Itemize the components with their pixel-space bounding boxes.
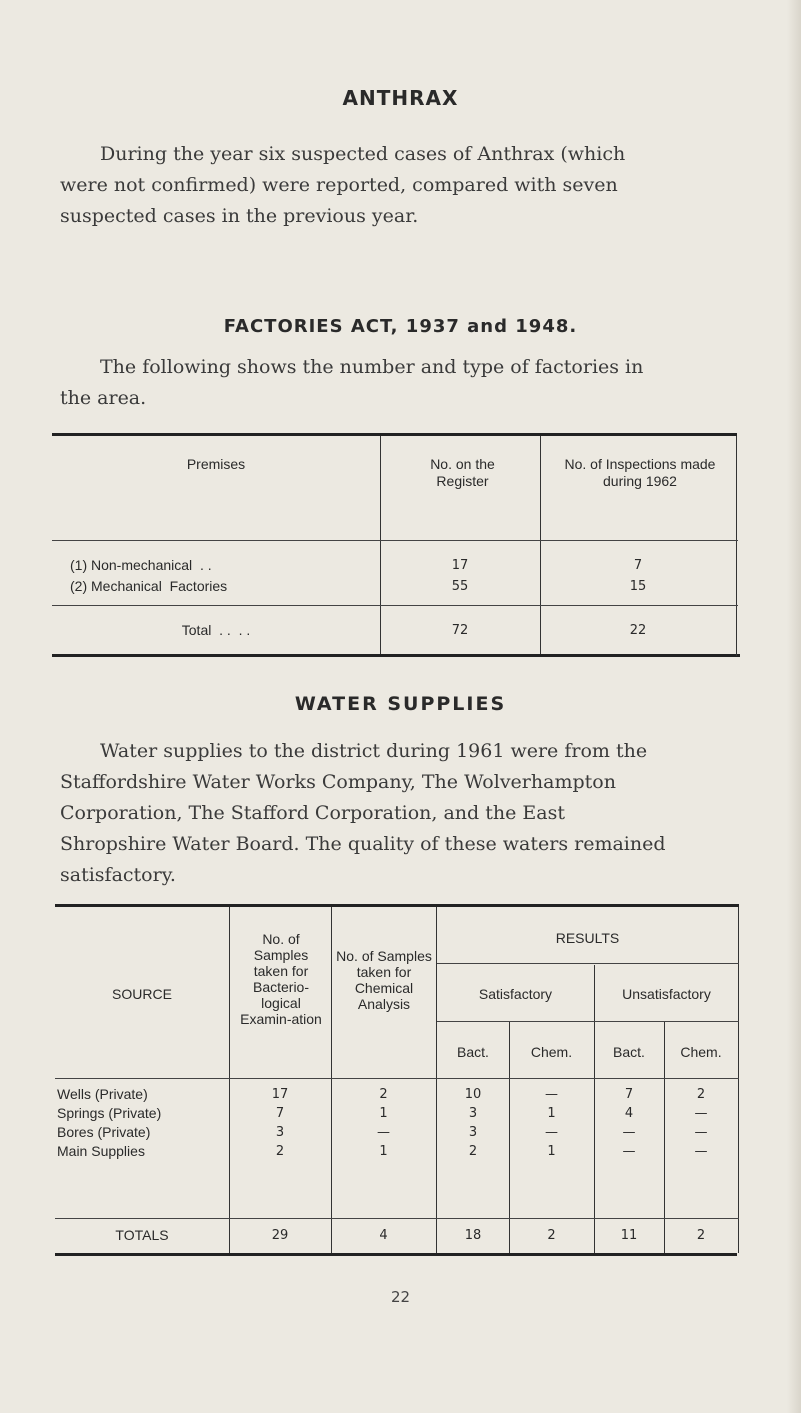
inspections-row-2: 15 [629,579,647,594]
bact-samples-row-4: 2 [275,1144,285,1159]
satisfactory-header: Satisfactory [478,986,553,1002]
source-row-1: Wells (Private) [57,1086,148,1102]
total-inspections: 22 [629,623,647,638]
inspections-row-1: 7 [633,558,643,573]
source-row-4: Main Supplies [57,1143,145,1159]
anthrax-heading: ANTHRAX [342,86,459,110]
chem-samples-row-4: 1 [379,1144,388,1159]
sat-bact-row-3: 3 [468,1125,478,1140]
totals-label: TOTALS [115,1227,169,1243]
unsat-chem-row-4: — [694,1144,708,1159]
source-row-2: Springs (Private) [57,1105,162,1121]
anthrax-line-2: were not confirmed) were reported, compared with seven [60,174,618,196]
premises-header: Premises [186,456,246,472]
unsat-chem-row-2: — [694,1106,708,1121]
inspections-header: No. of Inspections made during 1962 [564,456,716,489]
water-paragraph [60,736,760,891]
bact-samples-row-3: 3 [275,1125,285,1140]
totals-sat-bact: 18 [464,1228,482,1243]
source-row-3: Bores (Private) [57,1124,151,1140]
sat-bact-row-4: 2 [468,1144,478,1159]
unsat-chem-header: Chem. [680,1044,722,1060]
unsat-chem-row-3: — [694,1125,708,1140]
anthrax-paragraph [60,139,760,232]
unsat-chem-row-1: 2 [696,1087,706,1102]
factories-paragraph [60,352,760,414]
sat-chem-row-1: — [545,1087,558,1102]
totals-unsat-bact: 11 [620,1228,638,1243]
anthrax-line-3: suspected cases in the previous year. [60,205,419,227]
chem-samples-row-2: 1 [379,1106,388,1121]
sat-chem-row-4: 1 [547,1144,556,1159]
factories-line-2: the area. [60,387,147,409]
unsat-bact-header: Bact. [613,1044,645,1060]
source-header: SOURCE [112,986,172,1002]
sat-chem-row-2: 1 [547,1106,556,1121]
sat-chem-header: Chem. [530,1044,573,1060]
water-line-2: Staffordshire Water Works Company, The Wolverhampton [60,771,616,793]
water-line-5: satisfactory. [60,864,176,886]
total-label: Total . . . . [181,622,251,638]
chem-samples-row-3: — [377,1125,390,1140]
totals-sat-chem: 2 [547,1228,556,1243]
anthrax-line-1: During the year six suspected cases of Anthrax (which [100,143,626,165]
results-header: RESULTS [555,930,620,946]
water-line-1: Water supplies to the district during 1961 were from the [100,740,648,762]
chem-samples-row-1: 2 [379,1087,388,1102]
factories-line-1: The following shows the number and type of factories in [100,356,644,378]
unsat-bact-row-4: — [622,1144,636,1159]
premises-row-1: (1) Non-mechanical . . [70,557,212,573]
sat-bact-row-2: 3 [468,1106,478,1121]
register-row-2: 55 [451,579,469,594]
unsat-bact-row-3: — [622,1125,636,1140]
sat-bact-row-1: 10 [464,1087,482,1102]
premises-row-2: (2) Mechanical Factories [70,578,228,594]
unsat-bact-row-1: 7 [624,1087,634,1102]
register-row-1: 17 [451,558,469,573]
totals-chem-samples: 4 [379,1228,388,1243]
water-line-3: Corporation, The Stafford Corporation, and the East [60,802,565,824]
totals-bact-samples: 29 [271,1228,289,1243]
unsatisfactory-header: Unsatisfactory [622,986,711,1002]
sat-bact-header: Bact. [457,1044,489,1060]
total-register: 72 [451,623,469,638]
factories-heading: FACTORIES ACT, 1937 and 1948. [223,316,578,337]
unsat-bact-row-2: 4 [624,1106,634,1121]
totals-unsat-chem: 2 [696,1228,706,1243]
page-number: 22 [390,1288,411,1306]
bact-samples-row-1: 17 [271,1087,289,1102]
register-header: No. on the Register [430,456,495,489]
chem-samples-header: No. of Samples taken for Chemical Analysis [336,948,432,1012]
bact-samples-header: No. of Samples taken for Bacterio-logical Examin-ation [240,931,322,1027]
sat-chem-row-3: — [545,1125,558,1140]
water-heading: WATER SUPPLIES [294,693,507,715]
bact-samples-row-2: 7 [275,1106,285,1121]
water-line-4: Shropshire Water Board. The quality of these waters remained [60,833,666,855]
